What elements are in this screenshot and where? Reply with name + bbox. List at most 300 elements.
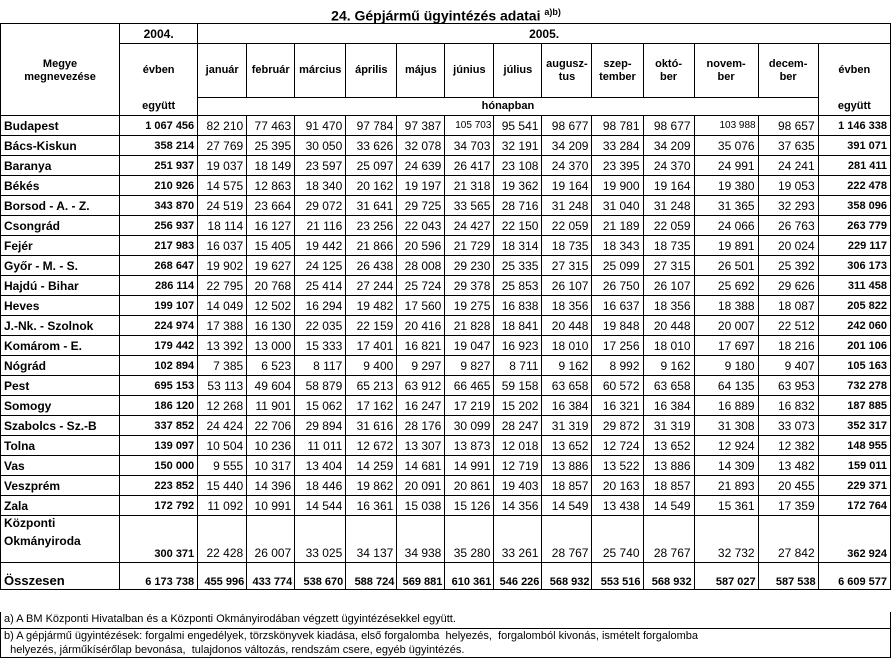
month-value-cell: 18 343 <box>592 236 643 256</box>
value-2005-cell: 201 106 <box>818 336 890 356</box>
footnote-b-line2: helyezés, járműkísérőlap bevonása, tulajdonos változás, rendszám csere, egyéb ügyintézés. <box>4 644 465 656</box>
month-value-cell: 14 309 <box>694 456 758 476</box>
month-value-cell: 14 991 <box>445 456 494 476</box>
value-2004-cell: 223 852 <box>120 476 198 496</box>
month-value-cell: 16 127 <box>247 216 295 236</box>
month-value-cell: 63 658 <box>542 376 592 396</box>
month-value-cell: 13 873 <box>445 436 494 456</box>
month-value-cell: 32 732 <box>694 516 758 563</box>
month-value-cell: 31 616 <box>346 416 397 436</box>
month-value-cell: 16 821 <box>397 336 445 356</box>
evben-2005-header: évben <box>818 44 890 98</box>
month-value-cell: 22 512 <box>758 316 818 336</box>
month-value-cell: 16 832 <box>758 396 818 416</box>
month-value-cell: 29 626 <box>758 276 818 296</box>
megye-header-line1: Megye <box>42 57 78 70</box>
county-name-line1: Központi <box>4 516 56 530</box>
month-value-cell: 16 637 <box>592 296 643 316</box>
month-value-cell: 13 522 <box>592 456 643 476</box>
month-value-cell: 97 387 <box>397 116 445 136</box>
table-row <box>1 396 891 416</box>
month-header <box>542 44 592 98</box>
month-header <box>758 44 818 98</box>
value-2004-cell: 199 107 <box>120 296 198 316</box>
month-value-cell: 14 681 <box>397 456 445 476</box>
month-value-cell: 33 284 <box>592 136 643 156</box>
month-value-cell: 17 401 <box>346 336 397 356</box>
month-value-cell: 18 841 <box>494 316 542 336</box>
month-value-cell: 29 872 <box>592 416 643 436</box>
month-value-cell: 9 827 <box>445 356 494 376</box>
table-row <box>1 436 891 456</box>
table-row <box>1 476 891 496</box>
month-value-cell: 14 259 <box>346 456 397 476</box>
month-value-cell: 15 333 <box>295 336 346 356</box>
month-value-cell: 34 137 <box>346 516 397 563</box>
month-header-part: ber <box>717 70 735 83</box>
month-value-cell: 19 164 <box>542 176 592 196</box>
value-2005-cell: 362 924 <box>818 516 890 563</box>
month-value-cell: 24 427 <box>445 216 494 236</box>
table-row <box>1 316 891 336</box>
value-2004-cell: 217 983 <box>120 236 198 256</box>
month-value-cell: 568 932 <box>643 563 694 590</box>
month-value-cell: 587 027 <box>694 563 758 590</box>
value-2004-cell: 139 097 <box>120 436 198 456</box>
month-value-cell: 6 523 <box>247 356 295 376</box>
month-value-cell: 18 340 <box>295 176 346 196</box>
month-value-cell: 14 549 <box>542 496 592 516</box>
month-value-cell: 15 038 <box>397 496 445 516</box>
county-name-cell: Pest <box>1 376 120 396</box>
county-name-cell: Csongrád <box>1 216 120 236</box>
month-value-cell: 18 010 <box>643 336 694 356</box>
month-header-part: tus <box>558 70 576 83</box>
month-value-cell: 12 863 <box>247 176 295 196</box>
month-value-cell: 31 248 <box>542 196 592 216</box>
month-value-cell: 33 073 <box>758 416 818 436</box>
county-name-cell: Békés <box>1 176 120 196</box>
value-2004-cell: 172 792 <box>120 496 198 516</box>
month-value-cell: 19 442 <box>295 236 346 256</box>
month-value-cell: 18 446 <box>295 476 346 496</box>
month-value-cell: 16 889 <box>694 396 758 416</box>
month-value-cell: 58 879 <box>295 376 346 396</box>
month-value-cell: 11 092 <box>198 496 247 516</box>
month-header-part: április <box>355 64 388 76</box>
month-value-cell: 20 162 <box>346 176 397 196</box>
month-header-part: szep- <box>603 57 632 70</box>
month-value-cell: 95 541 <box>494 116 542 136</box>
month-value-cell: 25 097 <box>346 156 397 176</box>
table-row <box>1 176 891 196</box>
month-value-cell: 27 842 <box>758 516 818 563</box>
value-2005-cell: 105 163 <box>818 356 890 376</box>
month-value-cell: 546 226 <box>494 563 542 590</box>
value-2005-cell: 172 764 <box>818 496 890 516</box>
table-row <box>1 336 891 356</box>
month-value-cell: 9 555 <box>198 456 247 476</box>
month-value-cell: 23 395 <box>592 156 643 176</box>
value-2005-cell: 242 060 <box>818 316 890 336</box>
month-value-cell: 18 857 <box>542 476 592 496</box>
month-header <box>397 44 445 98</box>
month-value-cell: 19 862 <box>346 476 397 496</box>
month-value-cell: 8 711 <box>494 356 542 376</box>
value-2005-cell: 358 096 <box>818 196 890 216</box>
month-value-cell: 33 626 <box>346 136 397 156</box>
month-value-cell: 65 213 <box>346 376 397 396</box>
month-value-cell: 21 318 <box>445 176 494 196</box>
month-value-cell: 33 261 <box>494 516 542 563</box>
month-value-cell: 19 482 <box>346 296 397 316</box>
month-value-cell: 29 072 <box>295 196 346 216</box>
value-2004-cell: 300 371 <box>120 516 198 563</box>
month-value-cell: 19 047 <box>445 336 494 356</box>
month-value-cell: 13 000 <box>247 336 295 356</box>
month-value-cell: 25 395 <box>247 136 295 156</box>
month-value-cell: 8 117 <box>295 356 346 376</box>
month-value-cell: 9 297 <box>397 356 445 376</box>
month-value-cell: 18 857 <box>643 476 694 496</box>
value-2005-cell: 222 478 <box>818 176 890 196</box>
month-header-part: március <box>299 64 342 76</box>
month-header-part: októ- <box>655 57 682 70</box>
month-value-cell: 15 405 <box>247 236 295 256</box>
month-value-cell: 16 130 <box>247 316 295 336</box>
county-name-cell: Veszprém <box>1 476 120 496</box>
month-header-part: május <box>404 64 437 76</box>
month-value-cell: 31 319 <box>542 416 592 436</box>
month-value-cell: 9 162 <box>643 356 694 376</box>
month-value-cell: 569 881 <box>397 563 445 590</box>
month-value-cell: 19 380 <box>694 176 758 196</box>
month-value-cell: 49 604 <box>247 376 295 396</box>
month-value-cell: 20 024 <box>758 236 818 256</box>
month-value-cell: 24 639 <box>397 156 445 176</box>
value-2004-cell: 210 926 <box>120 176 198 196</box>
value-2005-cell: 205 822 <box>818 296 890 316</box>
month-value-cell: 21 828 <box>445 316 494 336</box>
month-value-cell: 20 596 <box>397 236 445 256</box>
month-value-cell: 29 378 <box>445 276 494 296</box>
month-value-cell: 12 382 <box>758 436 818 456</box>
month-value-cell: 22 035 <box>295 316 346 336</box>
month-value-cell: 19 197 <box>397 176 445 196</box>
month-value-cell: 32 293 <box>758 196 818 216</box>
month-value-cell: 98 781 <box>592 116 643 136</box>
month-value-cell: 17 219 <box>445 396 494 416</box>
month-value-cell: 19 362 <box>494 176 542 196</box>
month-value-cell: 103 988 <box>694 116 758 136</box>
month-header <box>643 44 694 98</box>
month-value-cell: 63 953 <box>758 376 818 396</box>
month-value-cell: 63 912 <box>397 376 445 396</box>
month-value-cell: 98 677 <box>542 116 592 136</box>
month-header <box>445 44 494 98</box>
month-value-cell: 13 438 <box>592 496 643 516</box>
month-value-cell: 20 455 <box>758 476 818 496</box>
month-value-cell: 14 549 <box>643 496 694 516</box>
table-row <box>1 516 891 563</box>
month-value-cell: 34 209 <box>643 136 694 156</box>
month-value-cell: 433 774 <box>247 563 295 590</box>
value-2005-cell: 6 609 577 <box>818 563 890 590</box>
month-value-cell: 18 216 <box>758 336 818 356</box>
month-value-cell: 23 664 <box>247 196 295 216</box>
month-value-cell: 91 470 <box>295 116 346 136</box>
month-value-cell: 18 114 <box>198 216 247 236</box>
value-2004-cell: 268 647 <box>120 256 198 276</box>
month-value-cell: 31 308 <box>694 416 758 436</box>
county-name-cell: Komárom - E. <box>1 336 120 356</box>
value-2005-cell: 732 278 <box>818 376 890 396</box>
county-name-cell: Borsod - A. - Z. <box>1 196 120 216</box>
month-value-cell: 59 158 <box>494 376 542 396</box>
month-value-cell: 16 321 <box>592 396 643 416</box>
month-value-cell: 32 078 <box>397 136 445 156</box>
value-2005-cell: 159 011 <box>818 456 890 476</box>
month-value-cell: 66 465 <box>445 376 494 396</box>
county-name-cell: Bács-Kiskun <box>1 136 120 156</box>
month-value-cell: 9 400 <box>346 356 397 376</box>
month-value-cell: 18 735 <box>643 236 694 256</box>
month-value-cell: 32 191 <box>494 136 542 156</box>
month-value-cell: 16 384 <box>643 396 694 416</box>
table-row <box>1 356 891 376</box>
month-value-cell: 18 314 <box>494 236 542 256</box>
footnote-b-line1: b) A gépjármű ügyintézések: forgalmi engedélyek, törzskönyvek kiadása, első forgalomba helyezés, forgalomból kivonás, ismételt forgalomba <box>4 630 698 642</box>
month-value-cell: 20 007 <box>694 316 758 336</box>
value-2004-cell: 179 442 <box>120 336 198 356</box>
value-2005-cell: 229 117 <box>818 236 890 256</box>
month-value-cell: 23 256 <box>346 216 397 236</box>
month-value-cell: 16 037 <box>198 236 247 256</box>
month-value-cell: 98 677 <box>643 116 694 136</box>
month-value-cell: 25 692 <box>694 276 758 296</box>
month-value-cell: 9 162 <box>542 356 592 376</box>
month-value-cell: 18 149 <box>247 156 295 176</box>
month-value-cell: 33 025 <box>295 516 346 563</box>
month-value-cell: 610 361 <box>445 563 494 590</box>
month-value-cell: 27 315 <box>643 256 694 276</box>
month-value-cell: 10 317 <box>247 456 295 476</box>
month-value-cell: 98 657 <box>758 116 818 136</box>
month-value-cell: 25 724 <box>397 276 445 296</box>
month-value-cell: 53 113 <box>198 376 247 396</box>
month-value-cell: 26 763 <box>758 216 818 236</box>
month-value-cell: 13 392 <box>198 336 247 356</box>
month-value-cell: 20 768 <box>247 276 295 296</box>
month-value-cell: 10 991 <box>247 496 295 516</box>
county-name-cell: Budapest <box>1 116 120 136</box>
month-header <box>694 44 758 98</box>
table-row <box>1 376 891 396</box>
month-value-cell: 19 848 <box>592 316 643 336</box>
county-name-cell: Hajdú - Bihar <box>1 276 120 296</box>
month-value-cell: 105 703 <box>445 116 494 136</box>
month-value-cell: 25 335 <box>494 256 542 276</box>
month-value-cell: 20 091 <box>397 476 445 496</box>
value-2004-cell: 695 153 <box>120 376 198 396</box>
month-value-cell: 16 294 <box>295 296 346 316</box>
month-value-cell: 24 125 <box>295 256 346 276</box>
month-value-cell: 14 575 <box>198 176 247 196</box>
title-footnote-ref: a)b) <box>544 7 561 17</box>
month-value-cell: 13 886 <box>542 456 592 476</box>
table-row <box>1 296 891 316</box>
month-value-cell: 12 724 <box>592 436 643 456</box>
table-row <box>1 276 891 296</box>
county-name-cell: J.-Nk. - Szolnok <box>1 316 120 336</box>
month-value-cell: 14 049 <box>198 296 247 316</box>
month-value-cell: 24 370 <box>542 156 592 176</box>
table-row <box>1 116 891 136</box>
month-value-cell: 22 043 <box>397 216 445 236</box>
month-value-cell: 29 230 <box>445 256 494 276</box>
month-header <box>346 44 397 98</box>
county-name-cell: Nógrád <box>1 356 120 376</box>
month-value-cell: 455 996 <box>198 563 247 590</box>
county-name-cell: Győr - M. - S. <box>1 256 120 276</box>
megye-header-spacer <box>1 98 120 116</box>
month-value-cell: 34 938 <box>397 516 445 563</box>
month-header <box>494 44 542 98</box>
month-header-part: tember <box>599 70 636 83</box>
month-value-cell: 15 202 <box>494 396 542 416</box>
month-value-cell: 16 923 <box>494 336 542 356</box>
month-value-cell: 28 247 <box>494 416 542 436</box>
month-value-cell: 21 729 <box>445 236 494 256</box>
month-header <box>198 44 247 98</box>
month-value-cell: 77 463 <box>247 116 295 136</box>
month-header-part: decem- <box>768 57 808 70</box>
county-name-cell: Somogy <box>1 396 120 416</box>
month-value-cell: 25 740 <box>592 516 643 563</box>
month-value-cell: 26 417 <box>445 156 494 176</box>
month-header-part: július <box>503 64 533 76</box>
month-value-cell: 19 275 <box>445 296 494 316</box>
month-value-cell: 22 795 <box>198 276 247 296</box>
month-value-cell: 12 018 <box>494 436 542 456</box>
table-row <box>1 416 891 436</box>
county-name-cell: Baranya <box>1 156 120 176</box>
month-value-cell: 13 886 <box>643 456 694 476</box>
month-value-cell: 21 866 <box>346 236 397 256</box>
month-value-cell: 17 162 <box>346 396 397 416</box>
honapban-header: hónapban <box>198 98 818 116</box>
month-value-cell: 16 247 <box>397 396 445 416</box>
month-value-cell: 15 126 <box>445 496 494 516</box>
value-2004-cell: 6 173 738 <box>120 563 198 590</box>
month-value-cell: 18 388 <box>694 296 758 316</box>
month-value-cell: 14 396 <box>247 476 295 496</box>
county-name-cell: Heves <box>1 296 120 316</box>
month-value-cell: 25 099 <box>592 256 643 276</box>
month-value-cell: 12 672 <box>346 436 397 456</box>
month-header-part: február <box>251 64 290 76</box>
month-value-cell: 27 315 <box>542 256 592 276</box>
month-value-cell: 19 037 <box>198 156 247 176</box>
month-value-cell: 12 268 <box>198 396 247 416</box>
month-value-cell: 13 652 <box>542 436 592 456</box>
month-value-cell: 20 416 <box>397 316 445 336</box>
month-value-cell: 25 414 <box>295 276 346 296</box>
footnote-b <box>0 629 891 658</box>
month-value-cell: 11 901 <box>247 396 295 416</box>
month-value-cell: 14 544 <box>295 496 346 516</box>
month-value-cell: 26 750 <box>592 276 643 296</box>
month-value-cell: 588 724 <box>346 563 397 590</box>
month-value-cell: 34 209 <box>542 136 592 156</box>
month-value-cell: 19 902 <box>198 256 247 276</box>
month-value-cell: 31 248 <box>643 196 694 216</box>
month-value-cell: 21 189 <box>592 216 643 236</box>
megye-header <box>1 44 120 98</box>
month-value-cell: 29 725 <box>397 196 445 216</box>
month-value-cell: 63 658 <box>643 376 694 396</box>
footnotes <box>0 612 891 658</box>
table-row <box>1 196 891 216</box>
month-value-cell: 31 319 <box>643 416 694 436</box>
month-value-cell: 22 159 <box>346 316 397 336</box>
month-value-cell: 20 861 <box>445 476 494 496</box>
month-value-cell: 17 359 <box>758 496 818 516</box>
month-value-cell: 97 784 <box>346 116 397 136</box>
month-value-cell: 29 894 <box>295 416 346 436</box>
month-value-cell: 12 502 <box>247 296 295 316</box>
value-2005-cell: 187 885 <box>818 396 890 416</box>
title-text: 24. Gépjármű ügyintézés adatai <box>331 7 541 24</box>
corner-cell <box>1 24 120 44</box>
table-row <box>1 256 891 276</box>
county-name-cell: Zala <box>1 496 120 516</box>
month-value-cell: 28 767 <box>643 516 694 563</box>
month-value-cell: 20 448 <box>542 316 592 336</box>
value-2004-cell: 186 120 <box>120 396 198 416</box>
value-2005-cell: 229 371 <box>818 476 890 496</box>
value-2005-cell: 306 173 <box>818 256 890 276</box>
value-2005-cell: 148 955 <box>818 436 890 456</box>
month-value-cell: 16 384 <box>542 396 592 416</box>
table-row <box>1 456 891 476</box>
month-value-cell: 20 163 <box>592 476 643 496</box>
county-name-cell: Szabolcs - Sz.-B <box>1 416 120 436</box>
month-value-cell: 13 404 <box>295 456 346 476</box>
month-value-cell: 21 893 <box>694 476 758 496</box>
month-value-cell: 13 652 <box>643 436 694 456</box>
month-value-cell: 28 176 <box>397 416 445 436</box>
table-row <box>1 563 891 590</box>
month-value-cell: 19 053 <box>758 176 818 196</box>
month-value-cell: 25 392 <box>758 256 818 276</box>
month-value-cell: 15 440 <box>198 476 247 496</box>
egyutt-2004-header: együtt <box>120 98 198 116</box>
value-2004-cell: 256 937 <box>120 216 198 236</box>
value-2004-cell: 286 114 <box>120 276 198 296</box>
value-2005-cell: 1 146 338 <box>818 116 890 136</box>
month-value-cell: 587 538 <box>758 563 818 590</box>
month-value-cell: 12 924 <box>694 436 758 456</box>
month-value-cell: 28 008 <box>397 256 445 276</box>
month-value-cell: 13 482 <box>758 456 818 476</box>
county-name-line2: Okmányiroda <box>4 534 81 548</box>
megye-header-line2: megnevezése <box>24 70 96 83</box>
month-header <box>295 44 346 98</box>
footnote-a: a) A BM Központi Hivatalban és a Központi Okmányirodában végzett ügyintézésekkel együtt. <box>0 612 891 629</box>
month-value-cell: 19 900 <box>592 176 643 196</box>
month-header-part: novem- <box>706 57 746 70</box>
